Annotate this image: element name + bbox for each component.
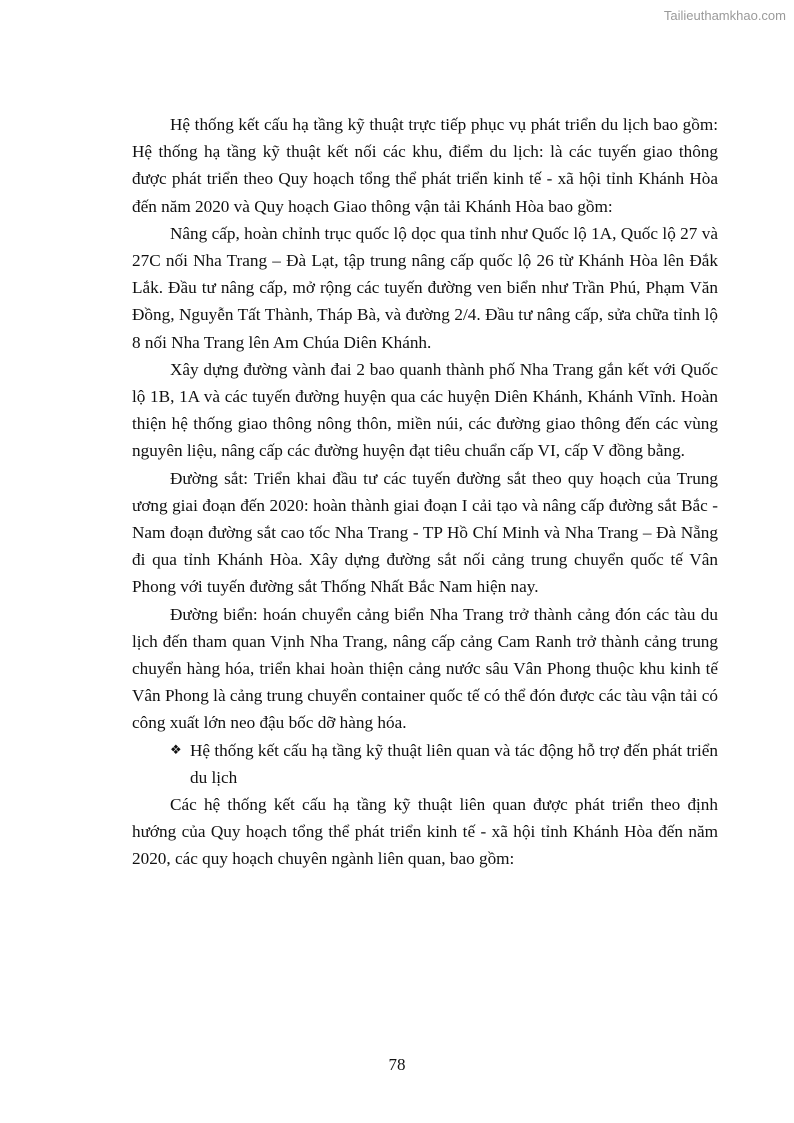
page-number: 78 — [388, 1055, 406, 1074]
paragraph-closing: Các hệ thống kết cấu hạ tầng kỹ thuật liên quan được phát triển theo định hướng của Quy hoạch tổng thể phát triển kinh tế - xã hội tỉnh Khánh Hòa đến năm 2020, các quy hoạch chuyên ngành liên quan, bao gồm: — [132, 795, 718, 869]
paragraph-intro: Hệ thống kết cấu hạ tầng kỹ thuật trực tiếp phục vụ phát triển du lịch bao gồm: Hệ thống hạ tầng kỹ thuật kết nối các khu, điểm du lịch: là các tuyến giao thông được phát triển theo Quy hoạch tổng thể phát triển kinh tế - xã hội tỉnh Khánh Hòa đến năm 2020 và Quy hoạch Giao thông vận tải Khánh Hòa bao gồm: — [132, 115, 718, 216]
bullet-heading-text: Hệ thống kết cấu hạ tầng kỹ thuật liên quan và tác động hỗ trợ đến phát triển du lịch — [190, 740, 718, 787]
diamond-bullet-icon: ❖ — [170, 742, 182, 758]
document-body — [132, 111, 718, 873]
paragraph-seaway: Đường biển: hoán chuyển cảng biển Nha Trang trở thành cảng đón các tàu du lịch đến tham quan Vịnh Nha Trang, nâng cấp cảng Cam Ranh trở thành cảng trung chuyển hàng hóa, triển khai hoàn thiện cảng nước sâu Vân Phong thuộc khu kinh tế Vân Phong là cảng trung chuyển container quốc tế có thể đón được các tàu vận tải có công xuất lớn neo đậu bốc dỡ hàng hóa. — [132, 604, 718, 733]
paragraph-national-roads: Nâng cấp, hoàn chỉnh trục quốc lộ dọc qua tỉnh như Quốc lộ 1A, Quốc lộ 27 và 27C nối Nha Trang – Đà Lạt, tập trung nâng cấp quốc lộ 26 từ Khánh Hòa lên Đắk Lắk. Đầu tư nâng cấp, mở rộng các tuyến đường ven biển như Trần Phú, Phạm Văn Đồng, Nguyễn Tất Thành, Tháp Bà, và đường 2/4. Đầu tư nâng cấp, sửa chữa tỉnh lộ 8 nối Nha Trang lên Am Chúa Diên Khánh. — [132, 223, 718, 352]
paragraph-railway: Đường sắt: Triển khai đầu tư các tuyến đường sắt theo quy hoạch của Trung ương giai đoạn đến 2020: hoàn thành giai đoạn I cải tạo và nâng cấp đường sắt Bắc - Nam đoạn đường sắt cao tốc Nha Trang - TP Hồ Chí Minh và Nha Trang – Đà Nẵng đi qua tỉnh Khánh Hòa. Xây dựng đường sắt nối cảng trung chuyển quốc tế Vân Phong với tuyến đường sắt Thống Nhất Bắc Nam hiện nay. — [132, 468, 718, 597]
watermark-text: Tailieuthamkhao.com — [663, 8, 786, 23]
bullet-heading — [132, 737, 718, 791]
paragraph-ring-road: Xây dựng đường vành đai 2 bao quanh thành phố Nha Trang gắn kết với Quốc lộ 1B, 1A và các tuyến đường huyện qua các huyện Diên Khánh, Khánh Vĩnh. Hoàn thiện hệ thống giao thông nông thôn, miền núi, các đường giao thông đến các vùng nguyên liệu, nâng cấp các đường huyện đạt tiêu chuẩn cấp VI, cấp V đồng bằng. — [132, 359, 718, 461]
